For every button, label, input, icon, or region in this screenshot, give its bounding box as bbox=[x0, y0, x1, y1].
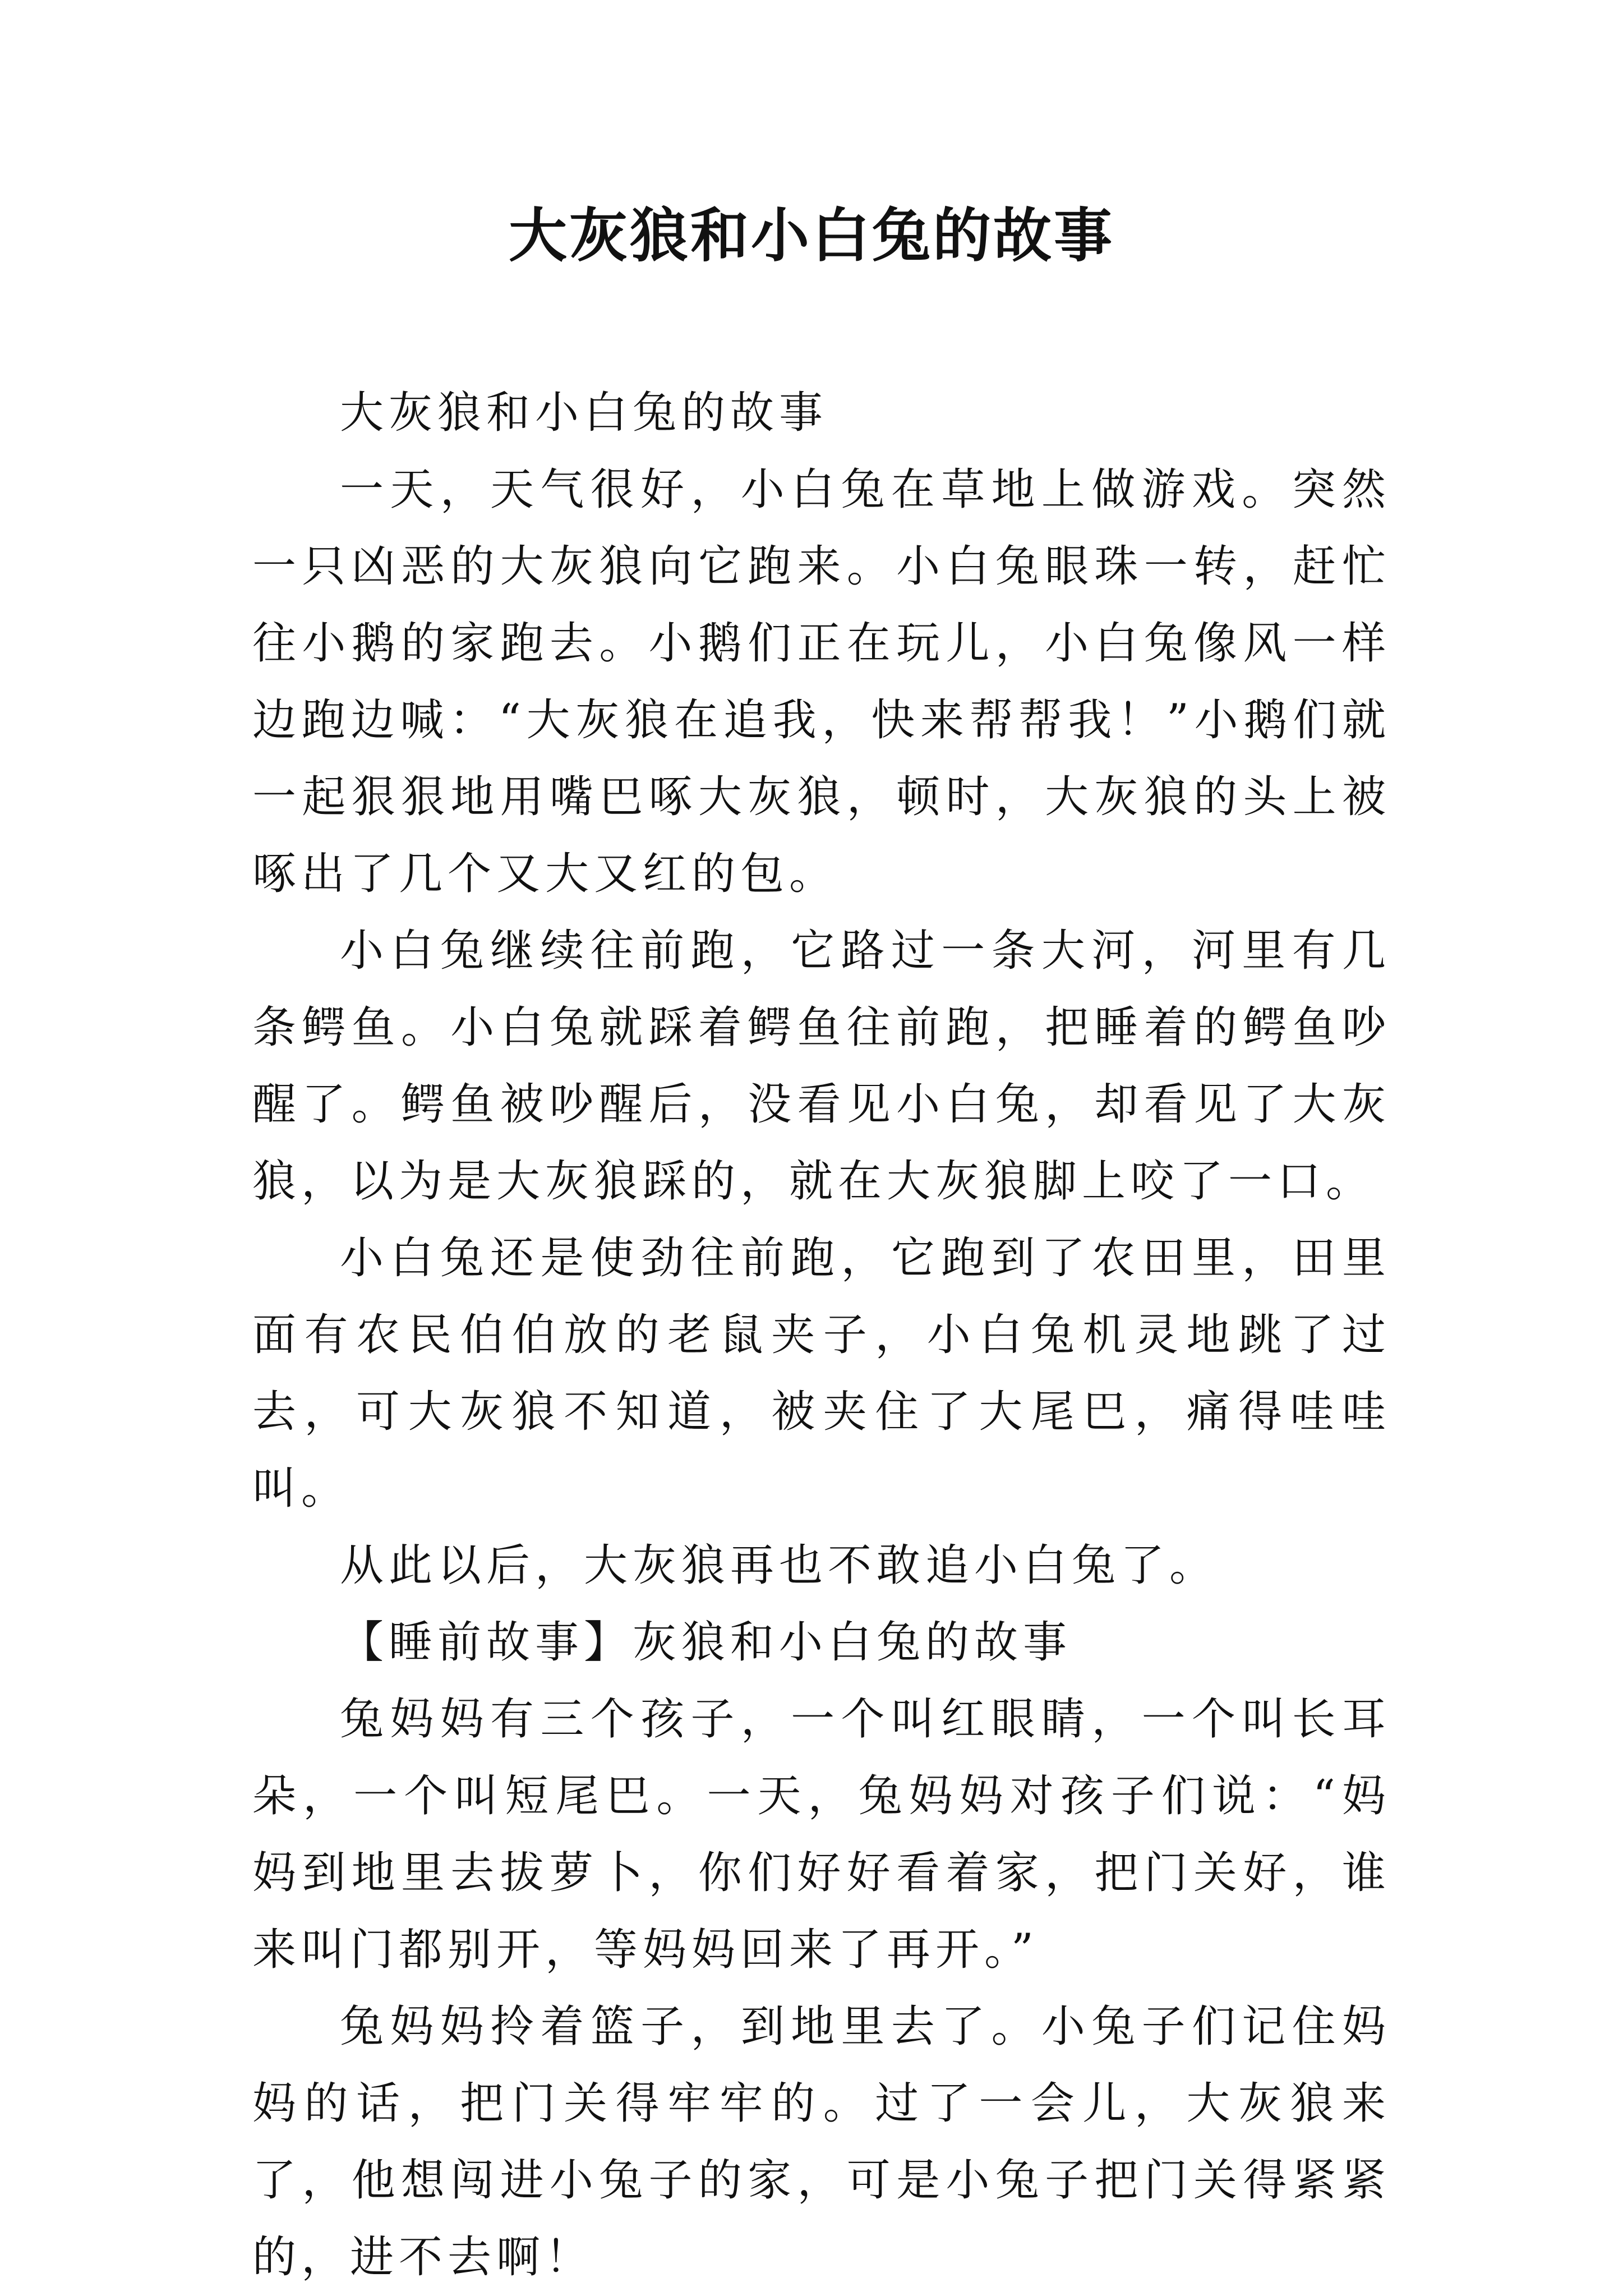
paragraph-2: 小白兔继续往前跑，它路过一条大河，河里有几条鳄鱼。小白兔就踩着鳄鱼往前跑，把睡着的鳄鱼吵醒了。鳄鱼被吵醒后，没看见小白兔，却看见了大灰狼，以为是大灰狼踩的，就在大灰狼脚上咬了一口。 bbox=[252, 926, 1391, 1207]
paragraph-4: 从此以后，大灰狼再也不敢追小白兔了。 bbox=[340, 1540, 1219, 1591]
paragraph-7: 兔妈妈拎着篮子，到地里去了。小兔子们记住妈妈的话，把门关得牢牢的。过了一会儿，大灰狼来了，他想闯进小兔子的家，可是小兔子把门关得紧紧的，进不去啊！ bbox=[252, 2001, 1391, 2283]
paragraph-1: 一天，天气很好，小白兔在草地上做游戏。突然一只凶恶的大灰狼向它跑来。小白兔眼珠一转，赶忙往小鹅的家跑去。小鹅们正在玩儿，小白兔像风一样边跑边喊：“大灰狼在追我，快来帮帮我！”小鹅们就一起狠狠地用嘴巴啄大灰狼，顿时，大灰狼的头上被啄出了几个又大又红的包。 bbox=[252, 464, 1391, 899]
paragraph-6: 兔妈妈有三个孩子，一个叫红眼睛，一个叫长耳朵，一个叫短尾巴。一天，兔妈妈对孩子们说：“妈妈到地里去拔萝卜，你们好好看着家，把门关好，谁来叫门都别开，等妈妈回来了再开。” bbox=[252, 1694, 1391, 1975]
paragraph-section-heading: 【睡前故事】灰狼和小白兔的故事 bbox=[340, 1617, 1072, 1668]
document-body bbox=[252, 375, 1391, 2296]
paragraph-subtitle: 大灰狼和小白兔的故事 bbox=[340, 388, 828, 438]
document-title: 大灰狼和小白兔的故事 bbox=[508, 201, 1114, 270]
paragraph-3: 小白兔还是使劲往前跑，它跑到了农田里，田里面有农民伯伯放的老鼠夹子，小白兔机灵地跳了过去，可大灰狼不知道，被夹住了大尾巴，痛得哇哇叫。 bbox=[252, 1233, 1391, 1514]
